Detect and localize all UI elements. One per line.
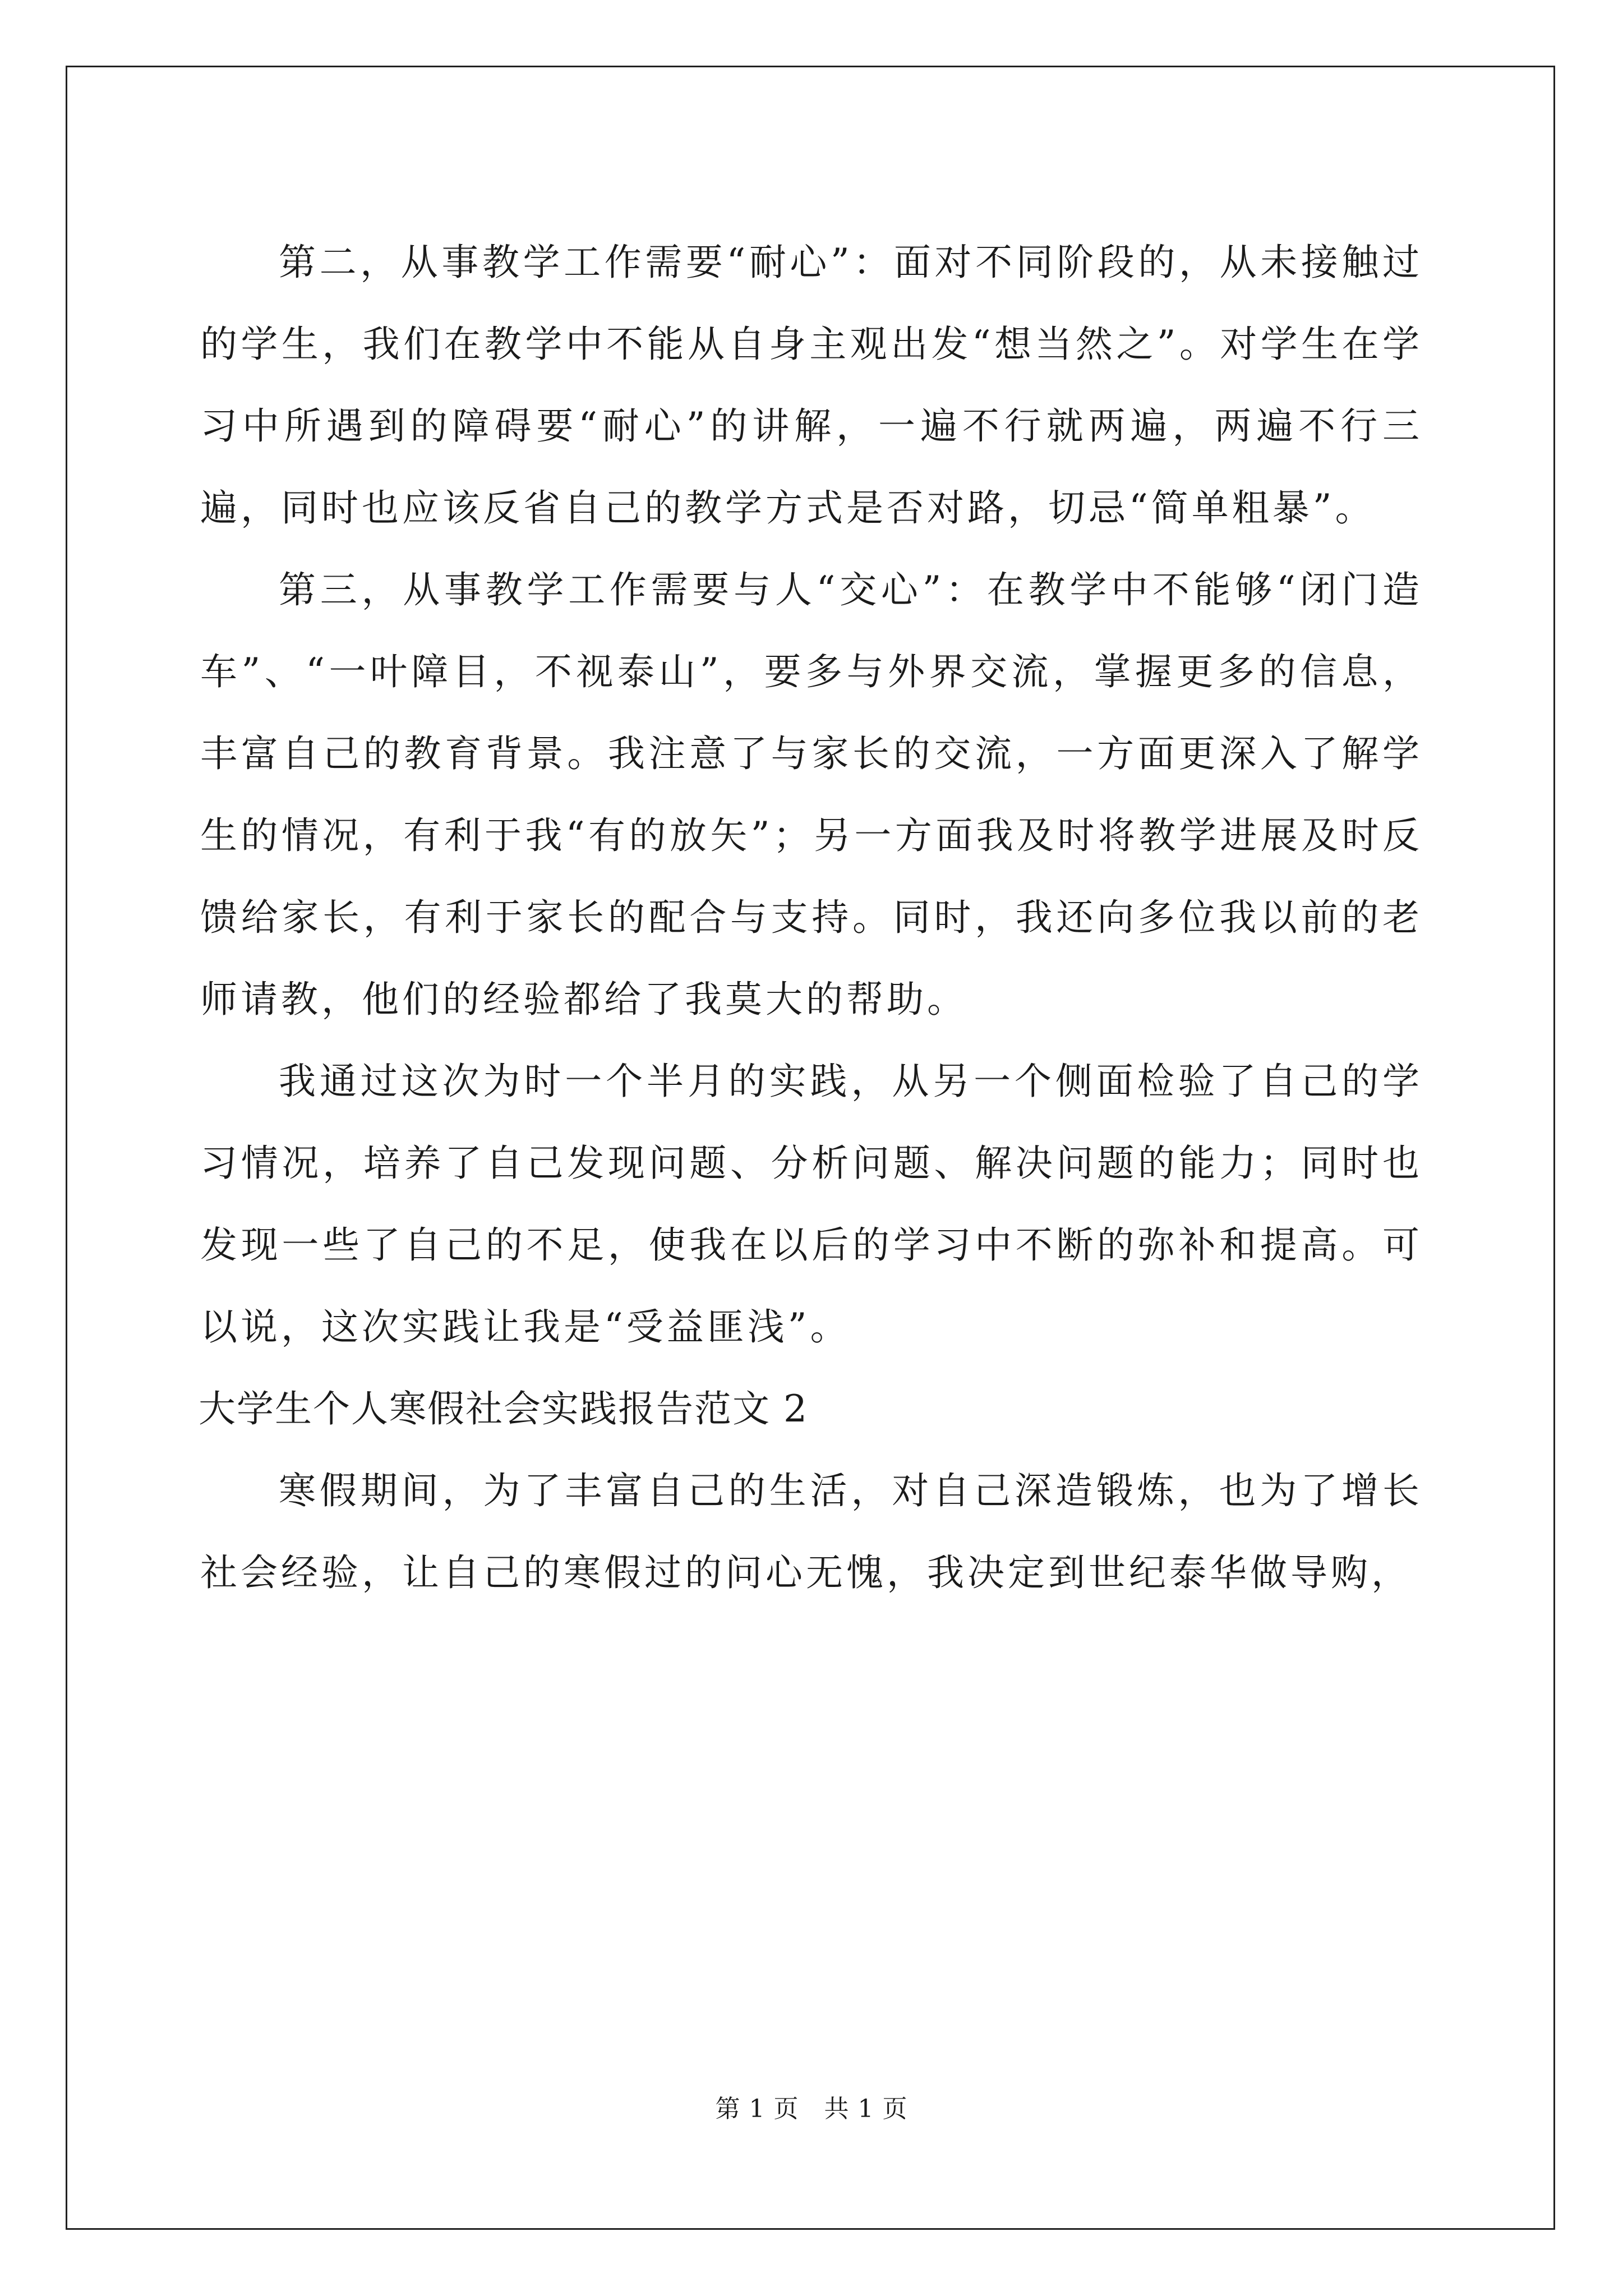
paragraph-winter-break: 寒假期间，为了丰富自己的生活，对自己深造锻炼，也为了增长社会经验，让自己的寒假过的问心无愧，我决定到世纪泰华做导购，: [200, 1469, 1423, 1594]
page-footer: 第 1 页 共 1 页: [715, 2095, 908, 2123]
paragraph-communication: 第三，从事教学工作需要与人“交心”：在教学中不能够“闭门造车”、“一叶障目，不视泰山”，要多与外界交流，掌握更多的信息，丰富自己的教育背景。我注意了与家长的交流，一方面更深入了解学生的情况，有利于我“有的放矢”；另一方面我及时将教学进展及时反馈给家长，有利于家长的配合与支持。同时，我还向多位我以前的老师请教，他们的经验都给了我莫大的帮助。: [200, 568, 1423, 1021]
document-body: [200, 222, 1423, 1614]
paragraph-patience: 第二，从事教学工作需要“耐心”：面对不同阶段的，从未接触过的学生，我们在教学中不能从自身主观出发“想当然之”。对学生在学习中所遇到的障碍要“耐心”的讲解，一遍不行就两遍，两遍不行三遍，同时也应该反省自己的教学方式是否对路，切忌“简单粗暴”。: [200, 241, 1423, 530]
section-heading: 大学生个人寒假社会实践报告范文 2: [199, 1387, 808, 1430]
paragraph-summary: 我通过这次为时一个半月的实践，从另一个侧面检验了自己的学习情况，培养了自己发现问题、分析问题、解决问题的能力；同时也发现一些了自己的不足，使我在以后的学习中不断的弥补和提高。可以说，这次实践让我是“受益匪浅”。: [200, 1060, 1423, 1349]
